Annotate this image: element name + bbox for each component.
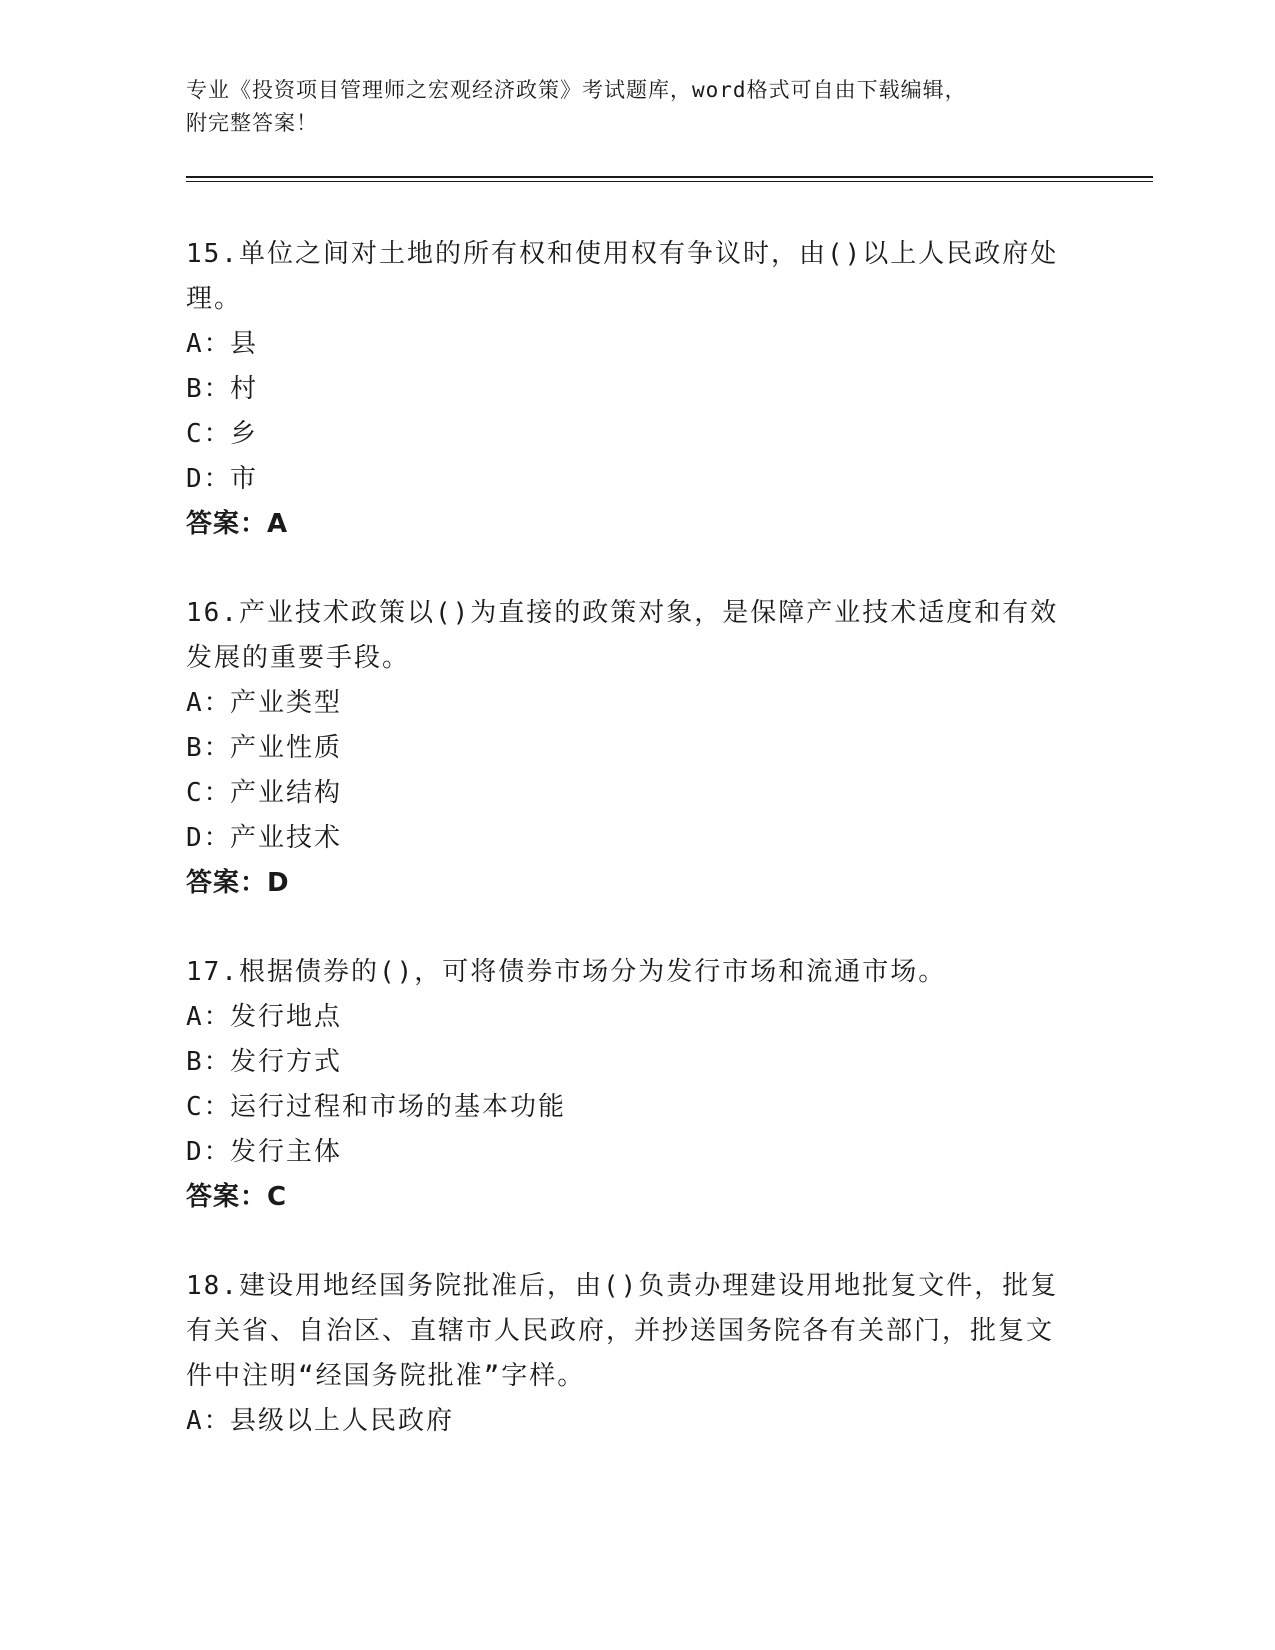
- question-item: [186, 1264, 1086, 1444]
- answer-label: 答案：: [186, 509, 268, 539]
- answer-option: [186, 681, 1086, 726]
- question-item: [186, 591, 1086, 906]
- question-item: [186, 232, 1086, 547]
- option-letter: A：: [186, 688, 232, 718]
- question-stem: 17.根据债券的()，可将债券市场分为发行市场和流通市场。: [186, 957, 947, 987]
- header-divider-thin: [186, 181, 1153, 182]
- option-letter: B：: [186, 374, 232, 404]
- document-header: [186, 74, 1066, 140]
- option-text: 发行地点: [230, 1002, 343, 1032]
- option-text: 县: [230, 329, 259, 359]
- header-line-2: 附完整答案！: [186, 111, 318, 135]
- answer-value: A: [267, 509, 289, 539]
- option-letter: C：: [186, 1092, 232, 1122]
- option-text: 运行过程和市场的基本功能: [230, 1092, 567, 1122]
- option-text: 市: [230, 464, 259, 494]
- option-letter: A：: [186, 1406, 232, 1436]
- answer-option: [186, 367, 1086, 412]
- answer-line: [186, 1175, 1086, 1220]
- option-text: 产业类型: [230, 688, 343, 718]
- option-text: 产业技术: [230, 823, 343, 853]
- question-stem: 15.单位之间对土地的所有权和使用权有争议时，由()以上人民政府处理。: [186, 239, 1059, 314]
- option-text: 乡: [230, 419, 259, 449]
- answer-option: [186, 322, 1086, 367]
- answer-line: [186, 861, 1086, 906]
- option-text: 产业结构: [230, 778, 343, 808]
- option-letter: C：: [186, 778, 232, 808]
- option-letter: D：: [186, 464, 232, 494]
- answer-option: [186, 726, 1086, 771]
- option-letter: B：: [186, 1047, 232, 1077]
- option-letter: D：: [186, 1137, 232, 1167]
- option-text: 发行方式: [230, 1047, 343, 1077]
- option-letter: B：: [186, 733, 232, 763]
- header-divider-thick: [186, 176, 1153, 178]
- option-text: 发行主体: [230, 1137, 343, 1167]
- answer-option: [186, 995, 1086, 1040]
- question-list: [186, 232, 1086, 1488]
- answer-value: D: [267, 868, 290, 898]
- answer-option: [186, 412, 1086, 457]
- option-text: 产业性质: [230, 733, 343, 763]
- header-line-1: 专业《投资项目管理师之宏观经济政策》考试题库，word格式可自由下载编辑，: [186, 78, 967, 102]
- answer-option: [186, 1130, 1086, 1175]
- option-text: 村: [230, 374, 259, 404]
- answer-option: [186, 1085, 1086, 1130]
- answer-line: [186, 502, 1086, 547]
- option-letter: A：: [186, 329, 232, 359]
- answer-option: [186, 1399, 1086, 1444]
- option-letter: A：: [186, 1002, 232, 1032]
- answer-value: C: [267, 1182, 288, 1212]
- option-letter: D：: [186, 823, 232, 853]
- question-stem: 16.产业技术政策以()为直接的政策对象，是保障产业技术适度和有效发展的重要手段。: [186, 598, 1059, 673]
- option-text: 县级以上人民政府: [230, 1406, 455, 1436]
- answer-option: [186, 816, 1086, 861]
- answer-label: 答案：: [186, 1182, 268, 1212]
- answer-label: 答案：: [186, 868, 268, 898]
- option-letter: C：: [186, 419, 232, 449]
- question-stem: 18.建设用地经国务院批准后，由()负责办理建设用地批复文件，批复有关省、自治区、直辖市人民政府，并抄送国务院各有关部门，批复文件中注明“经国务院批准”字样。: [186, 1271, 1059, 1391]
- question-item: [186, 950, 1086, 1220]
- answer-option: [186, 771, 1086, 816]
- answer-option: [186, 457, 1086, 502]
- answer-option: [186, 1040, 1086, 1085]
